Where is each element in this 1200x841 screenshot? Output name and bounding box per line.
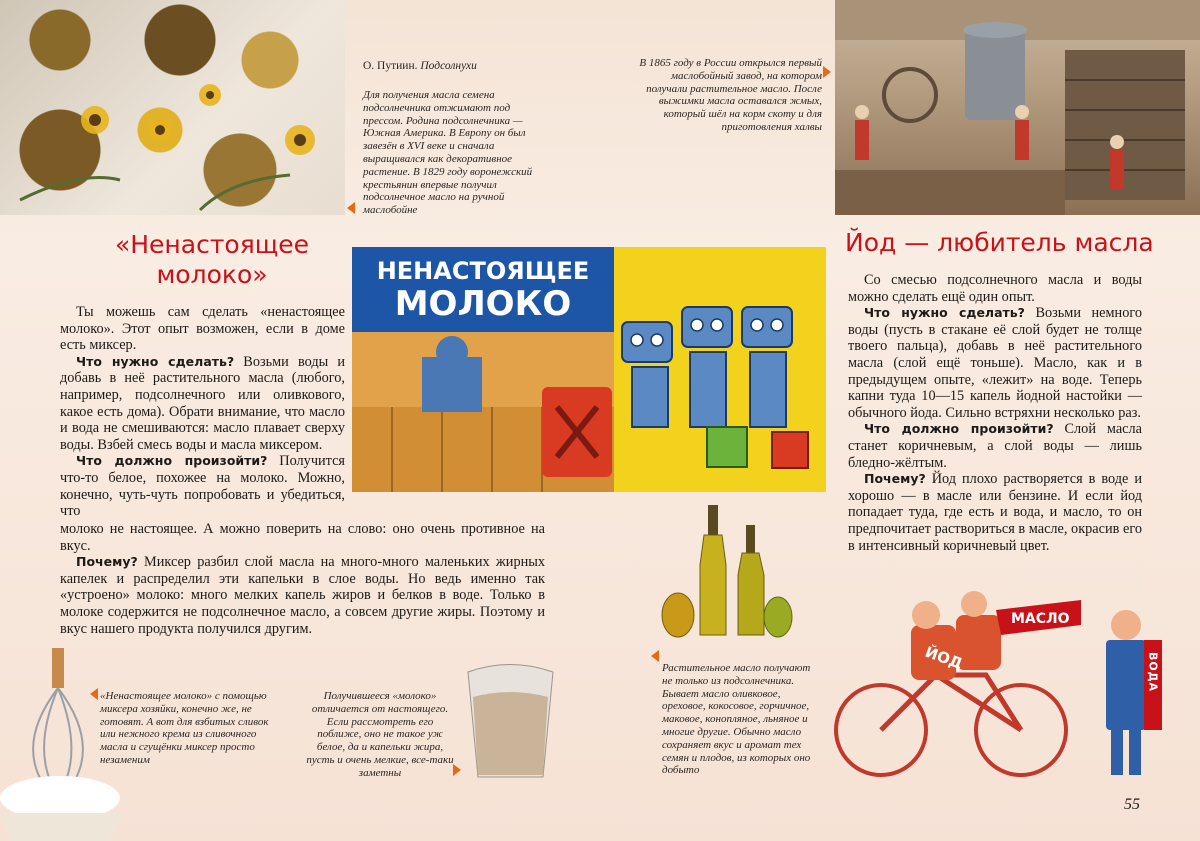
left-question-why: Почему? — [76, 554, 138, 570]
right-article-title: Йод — любитель масла — [845, 228, 1154, 257]
right-intro: Со смесью подсолнечного масла и воды можно сделать ещё один опыт. — [848, 272, 1142, 305]
right-question-what-happens: Что должно произойти? — [864, 421, 1054, 437]
oil-bottles-photo — [660, 505, 795, 645]
oil-caption: Растительное масло получают не только из подсолнечника. Бывает масло оливковое, ореховое, кокосовое, горчичное, маковое, конопляное, льняное и многие другие. Обычно масло сохраняет вкус и аромат тех семян и плодов, из которых оно добыто — [662, 662, 811, 777]
bike-label-iod: ЙОД — [922, 642, 966, 673]
caption-arrow-right — [823, 66, 831, 78]
sunflowers-caption-heading — [363, 60, 563, 73]
right-result-paragraph: Что должно произойти? Слой масла станет коричневым, а слой воды — лишь бледно-жёлтым. — [848, 421, 1142, 471]
sunflowers-title: Подсолнухи — [420, 60, 477, 72]
sunflowers-caption: Для получения масла семена подсолнечника отжимают под прессом. Родина подсолнечника — Южная Америка. В Европу он был завезён в XVI веке и сначала выращивался как декоративное растение. В 1829 году воронежский крестьянин впервые получил подсолнечное масло на ручной маслобойне — [363, 89, 533, 217]
milk-caption: «Ненастоящее молоко» с помощью миксера хозяйки, конечно же, не готовят. А вот для взбитых сливок или нежного крема из сливочного масла и сгущёнки миксер просто незаменим — [100, 690, 269, 766]
glass-caption: Получившееся «молоко» отличается от настоящего. Если рассмотреть его поближе, оно не такое уж белое, да и капельки жира, пусть и очень мелкие, все-таки заметны — [306, 690, 454, 779]
page-number: 55 — [1124, 796, 1140, 813]
sunflowers-photo — [0, 0, 345, 215]
right-question-why: Почему? — [864, 471, 926, 487]
left-result-continued: молоко не настоящее. А можно поверить на слово: оно очень противное на вкус. — [60, 521, 545, 554]
right-why-paragraph: Почему? Йод плохо растворяется в воде и хорошо — в масле или бензине. И если йод попадает туда, где есть и вода, и масло, то он предпочитает раствориться в масле, окрасив его в интенсивный коричневый цвет. — [848, 471, 1142, 554]
left-article-body-wide — [60, 521, 545, 637]
caption-arrow-left — [347, 202, 355, 214]
bike-label-maslo: МАСЛО — [1011, 611, 1070, 627]
comic-sign-line1: НЕНАСТОЯЩЕЕ — [376, 257, 590, 285]
left-why-paragraph: Почему? Миксер разбил слой масла на много-много маленьких жирных капелек и распределил эти капельки в слое воды. Но ведь именно так «устроено» молоко: много мелких капель жиров и белков в воде. Только в молоке содержится не подсолнечное масло, а совсем другие жиры. Поэтому и вкус нашего продукта получился другим. — [60, 554, 545, 637]
tandem-bicycle-illustration — [826, 590, 1178, 780]
right-question-what-to-do: Что нужно сделать? — [864, 305, 1025, 321]
left-question-what-to-do: Что нужно сделать? — [76, 353, 235, 369]
left-intro: Ты можешь сам сделать «ненастоящее молоко». Этот опыт возможен, если в доме есть миксер. — [60, 304, 345, 354]
glass-photo — [463, 657, 558, 782]
right-step-paragraph: Что нужно сделать? Возьми немного воды (пусть в стакане её слой будет не толще твоего пальца), добавь в неё растительного масла (слой ещё тоньше). Масло, как и в предыдущем опыте, «лежит» на воде. Теперь капни туда 10—15 капель йодной настойки — обычного йода. Сильно встряхни несколько раз. — [848, 305, 1143, 421]
left-article-title: «Ненастоящее молоко» — [114, 230, 310, 289]
milk-caption-arrow — [90, 688, 98, 700]
right-article-body — [848, 272, 1142, 554]
bike-label-voda: ВОДА — [1146, 652, 1160, 693]
sunflowers-author: О. Путиин. — [363, 60, 418, 72]
oil-caption-arrow — [651, 650, 659, 662]
factory-illustration — [835, 0, 1200, 215]
factory-caption: В 1865 году в России открылся первый маслобойный завод, на котором получали растительное масло. После выжимки масла оставался жмых, который шёл на корм скоту и для приготовления халвы — [639, 57, 822, 133]
glass-caption-arrow — [453, 764, 461, 776]
robots-comic-illustration — [352, 247, 826, 492]
comic-sign-line2: МОЛОКО — [394, 284, 572, 324]
left-step-paragraph: Что нужно сделать? Возьми воды и добавь в неё растительного масла (любого, например, подсолнечного или оливкового, какое есть дома). Обрати внимание, что масло и вода не смешиваются: масло плавает сверху воды. Взбей смесь воды и масла миксером. — [60, 353, 345, 453]
left-result-paragraph: Что должно произойти? Получится что-то белое, похожее на молоко. Можно, конечно, чуть-чуть попробовать и убедиться, что — [60, 453, 346, 520]
left-article-body — [60, 304, 345, 520]
left-question-what-happens: Что должно произойти? — [76, 453, 268, 469]
